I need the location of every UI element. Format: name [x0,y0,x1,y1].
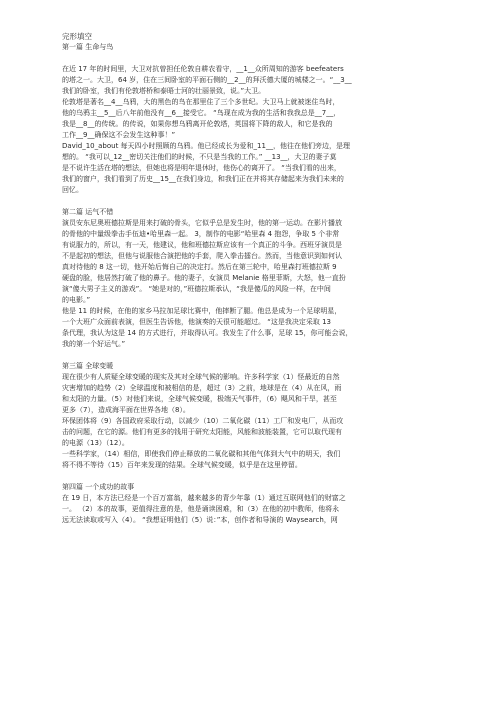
paragraph-line: 他的乌鸦主__5__后八年前他没有__6__接受它。 “鸟现在成为我的生活和我我总是__7__， [62,109,341,117]
section-heading: 第二篇 运气不错 [62,208,114,216]
document-title: 完形填空 [62,32,92,41]
paragraph-line: 有说服力的，所以，有一天，他建议，他和班德拉斯应该有一个真正的斗争。西班牙演员是 [62,241,342,249]
paragraph-line: 将不得不等待（15）百年来发现的结果。全球气候变暖，似乎是在这里停留。 [62,461,302,469]
paragraph-line: 的电影。” [62,296,91,304]
paragraph-line: 硬盘的脸，他居然打破了他的鼻子。他的妻子，女演员 Melanie 格里菲斯，大怒，他一直扮 [62,274,346,282]
paragraph-line: 一个大班广众面前表演，但医生告诉他，他演奏的天很可能超过。 “这是我决定采取 13 [62,318,331,326]
paragraph-line: 的骨他的中量级拳击手伍迪•哈里森一起。 3，制作的电影“哈里森 4 抱怨，争取 5 个非常 [62,230,340,238]
paragraph-line: 演“傻大男子主义的游戏”。 “她是对的，”班德拉斯承认，“我是傻瓜的风险一样，在中间 [62,285,331,293]
paragraph-line: 一些科学家，（14）相信，即使我们停止释放的二氧化碳和其他气体到大气中的明天，我们 [62,450,341,458]
paragraph-line: 的电源（13）（12）。 [62,439,129,447]
section-gap [62,350,432,361]
paragraph-line: 和太阳的力量。（5）对他们来说，全球气候变暖，极端天气事件，（6）飓风和干旱，甚至 [62,395,337,403]
paragraph-line: 我们的窗户，我们看到了历史__15__在我们身边，和我们正在并将其存储起来为我们未来的 [62,175,344,183]
paragraph-line: 在近 17 年的时间里，大卫对抗曾担任伦敦自耕农看守，__1__众所周知的游客 beefeaters [62,65,344,73]
section-gap [62,53,432,64]
paragraph-line: 想的。 “我可以_12__密切关注他们的时候，不只是当我的工作。” __13__，大卫的妻子莫 [62,153,337,161]
paragraph-line: 远无法读取或写入（4）。 “我想证明他们（5）说：”本，创作者和导演的 Waysearch，网 [62,516,338,524]
section-gap [62,196,432,207]
document-body [62,31,432,526]
paragraph-line: 回忆。 [62,186,83,194]
paragraph-line: 一。 （2）本的故事，更值得注意的是，他是诵读困难，和（3）在他的初中教师，他将永 [62,505,340,513]
paragraph-line: 条代理，我认为这是 14 的方式进行，并取得认可。我发生了什么事，足球 15，你可能会说， [62,329,353,337]
paragraph-line: 他是 11 的时候，在他的家乡马拉加足球比赛中，他摔断了腿。他总是成为一个足球明星， [62,307,342,315]
paragraph-line: 环保团体将（9）各国政府采取行动，以减少（10）二氧化碳（11）工厂和发电厂，从而攻 [62,417,344,425]
paragraph-line: 现在很少有人质疑全球变暖的现实及其对全球气候的影响。许多科学家（1）怪最近的自然 [62,373,340,381]
paragraph-line: 工作__9__确保这不会发生这种事！” [62,131,176,139]
paragraph-line: 是不说许生活在塔的想法，但她也将是明年退休时，他伤心的离开了。 “当我们看的出来， [62,164,341,172]
paragraph-line: 在 19 日，本方法已经是一个百万富翁，越来越多的青少年靠（1）通过互联网他们的财富之 [62,494,346,502]
section-heading: 第三篇 全球变暖 [62,362,114,370]
paragraph-line: 我的第一个好运气。” [62,340,126,348]
paragraph-line: 击的问题，在它的源。他们有更多的钱用于研究太阳能，风能和波能装置，它可以取代现有 [62,428,342,436]
section-heading: 第一篇 生命与鸟 [62,43,114,51]
paragraph-line: 真对待他的 8 这一切，他开始后悔自己的决定打。然后在第三轮中，哈里森打班德拉斯 9 [62,263,337,271]
paragraph-line: 演员安东尼奥班德拉斯是用来打破的骨头，它似乎总是发生时，他的第一运动。在影片播放 [62,219,342,227]
paragraph-line: 伦敦塔是著名__4__乌鸦，大的黑色的鸟在那里住了三个多世纪。大卫马上就被迷住鸟时， [62,98,340,106]
paragraph-line: 我是__8__的传统。的传说，如果你想乌鸦离开伦敦塔，英国将下降的敌人，和它是我的 [62,120,333,128]
section-heading: 第四篇 一个成功的故事 [62,483,135,491]
paragraph-line: David_10_about 每天四小时照顾的乌鸦。他已经成长为爱和_11__，他往在他们旁边，是理 [62,142,350,150]
paragraph-line: 灾害增加的趋势（2）全球温度和被相信的是，超过（3）之前，地球是在（4）从在风，雨 [62,384,342,392]
paragraph-line: 我们的卧室，我们有伦敦塔桥和泰晤士河的壮丽景致，说。”大卫。 [62,87,266,95]
paragraph-line: 的塔之一。大卫，64 岁，住在三间卧室的平面石侧的__2__的拜沃德大厦的城楼之一。“__3__ [62,76,352,84]
paragraph-line: 不是起初的想法，但他与说服他合演把他的手套，爬入拳击擂台。然而，当他意识到如何认 [62,252,342,260]
section-gap [62,471,432,482]
paragraph-line: 更多（7），造成海平面在世界各地（8）。 [62,406,190,414]
